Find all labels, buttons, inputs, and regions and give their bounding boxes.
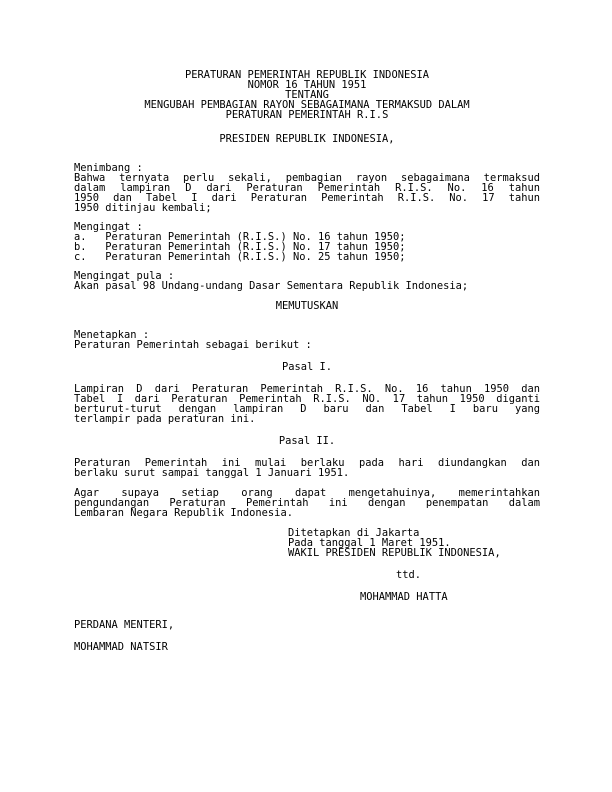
mengingat-item-c: c. Peraturan Pemerintah (R.I.S.) No. 25 tahun 1950; [74,251,406,263]
menimbang-label: Menimbang : [74,162,143,174]
agar-line-3: Lembaran Negara Republik Indonesia. [74,507,293,519]
pasal-2-line-2: berlaku surut sampai tanggal 1 Januari 1951. [74,467,350,479]
mengingat-pula-text: Akan pasal 98 Undang-undang Dasar Sementara Republik Indonesia; [74,280,469,292]
signature-name: MOHAMMAD HATTA [360,591,448,603]
countersign-role: PERDANA MENTERI, [74,619,175,631]
signature-ttd: ttd. [396,569,422,581]
menimbang-line-1: Bahwa ternyata perlu sekali, pembagian rayon sebagaimana termaksud [74,172,540,184]
memutuskan-heading: MEMUTUSKAN [275,300,339,312]
header-line-title: PERATURAN PEMERINTAH REPUBLIK INDONESIA [185,69,429,81]
header-line-subject: MENGUBAH PEMBAGIAN RAYON SEBAGAIMANA TERMAKSUD DALAM [144,99,470,111]
menetapkan-text: Peraturan Pemerintah sebagai berikut : [74,339,312,351]
pasal-2-line-1: Peraturan Pemerintah ini mulai berlaku pada hari diundangkan dan [74,457,540,469]
agar-line-2: pengundangan Peraturan Pemerintah ini dengan penempatan dalam [74,497,540,509]
president-heading: PRESIDEN REPUBLIK INDONESIA, [219,133,395,145]
agar-line-1: Agar supaya setiap orang dapat mengetahuinya, memerintahkan [74,487,540,499]
header-line-number: NOMOR 16 TAHUN 1951 [247,79,367,91]
header-line-tentang: TENTANG [285,89,329,101]
signature-place: Ditetapkan di Jakarta [288,527,420,539]
mengingat-pula-section [74,271,540,291]
menimbang-line-2: dalam lampiran D dari Peraturan Pemerintah R.I.S. No. 16 tahun [74,182,540,194]
pasal-1-line-3: berturut-turut dengan lampiran D baru dan Tabel I baru yang [74,403,540,415]
header-line-subject-cont: PERATURAN PEMERINTAH R.I.S [225,109,389,121]
countersign-name: MOHAMMAD NATSIR [74,641,168,653]
pasal-1-title: Pasal I. [281,361,333,373]
mengingat-section [74,222,540,262]
pasal-1-line-1: Lampiran D dari Peraturan Pemerintah R.I.S. No. 16 tahun 1950 dan [74,383,540,395]
pasal-1-body [74,384,540,424]
pasal-2-body [74,458,540,478]
signature-date: Pada tanggal 1 Maret 1951. [288,537,451,549]
mengingat-label: Mengingat : [74,221,143,233]
signature-block [288,528,540,558]
menimbang-section [74,163,540,213]
menetapkan-label: Menetapkan : [74,329,150,341]
pasal-2-title: Pasal II. [278,435,336,447]
document-page [74,70,540,652]
mengingat-item-b: b. Peraturan Pemerintah (R.I.S.) No. 17 tahun 1950; [74,241,406,253]
pasal-1-line-2: Tabel I dari Peraturan Pemerintah R.I.S. NO. 17 tahun 1950 diganti [74,393,540,405]
menimbang-line-3: 1950 dan Tabel I dari Peraturan Pemerintah R.I.S. No. 17 tahun [74,192,540,204]
agar-paragraph [74,488,540,518]
signature-role: WAKIL PRESIDEN REPUBLIK INDONESIA, [288,547,501,559]
mengingat-pula-label: Mengingat pula : [74,270,175,282]
menimbang-line-4: 1950 ditinjau kembali; [74,202,212,214]
menetapkan-section [74,330,540,350]
mengingat-item-a: a. Peraturan Pemerintah (R.I.S.) No. 16 tahun 1950; [74,231,406,243]
pasal-1-line-4: terlampir pada peraturan ini. [74,413,256,425]
document-header [74,70,540,120]
